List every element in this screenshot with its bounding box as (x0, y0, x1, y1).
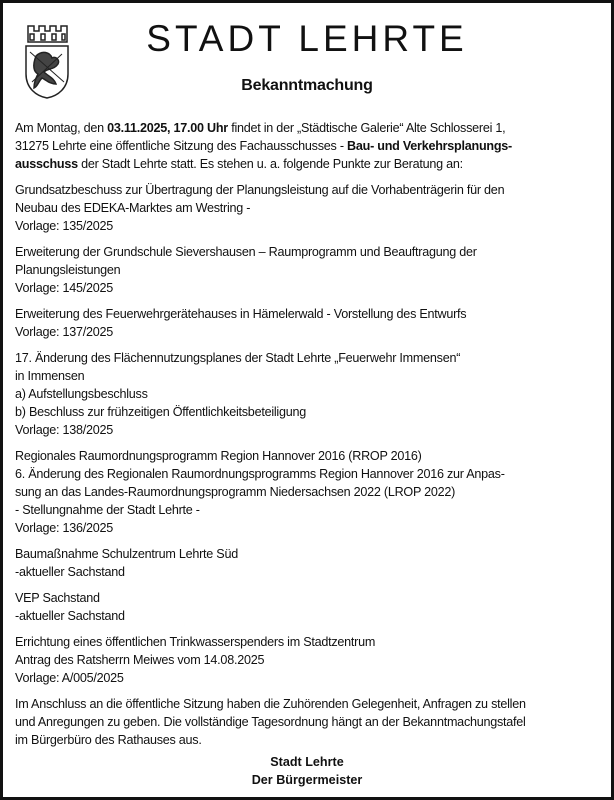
intro-paragraph (15, 119, 607, 173)
text: Vorlage: 145/2025 (15, 281, 113, 295)
agenda-item (15, 181, 607, 235)
text: Errichtung eines öffentlichen Trinkwasserspenders im Stadtzentrum (15, 635, 376, 649)
text-line (15, 119, 607, 137)
agenda-item (15, 589, 607, 625)
text-line (15, 385, 607, 403)
bold-text: 03.11.2025, 17.00 Uhr (107, 121, 228, 135)
text-line (15, 403, 607, 421)
text: Planungsleistungen (15, 263, 121, 277)
agenda-item (15, 545, 607, 581)
bold-text: ausschuss (15, 157, 78, 171)
text: findet in der „Städtische Galerie“ Alte Schlosserei 1, (227, 121, 506, 135)
agenda-item (15, 305, 607, 341)
text: Baumaßnahme Schulzentrum Lehrte Süd (15, 547, 238, 561)
text-line (15, 563, 607, 581)
text-line (15, 519, 607, 537)
text-line (15, 217, 607, 235)
agenda-item (15, 633, 607, 687)
notice-body (15, 119, 607, 757)
agenda-item (15, 447, 607, 537)
text-line (15, 137, 607, 155)
text-line (15, 545, 607, 563)
text: Am Montag, den (15, 121, 108, 135)
text: in Immensen (15, 369, 85, 383)
text-line (15, 421, 607, 439)
text-line (15, 199, 607, 217)
text-line (15, 731, 607, 749)
text-line (15, 279, 607, 297)
text-line (15, 713, 607, 731)
text: Vorlage: 138/2025 (15, 423, 113, 437)
text: -aktueller Sachstand (15, 609, 125, 623)
text: Erweiterung der Grundschule Sievershausen – Raumprogramm und Beauftragung der (15, 245, 477, 259)
text-line (15, 305, 607, 323)
text: Vorlage: 135/2025 (15, 219, 113, 233)
text: 17. Änderung des Flächennutzungsplanes der Stadt Lehrte „Feuerwehr Immensen“ (15, 351, 461, 365)
text: im Bürgerbüro des Rathauses aus. (15, 733, 202, 747)
signature (0, 753, 614, 789)
text-line (15, 323, 607, 341)
text-line (15, 501, 607, 519)
text: - Stellungnahme der Stadt Lehrte - (15, 503, 200, 517)
text-line (15, 465, 607, 483)
text: Erweiterung des Feuerwehrgerätehauses in Hämelerwald - Vorstellung des Entwurfs (15, 307, 467, 321)
notice-heading: Bekanntmachung (241, 77, 373, 94)
text: 31275 Lehrte eine öffentliche Sitzung des Fachausschusses - (15, 139, 348, 153)
text-line (15, 607, 607, 625)
text-line (15, 349, 607, 367)
text-line (15, 155, 607, 173)
text: a) Aufstellungsbeschluss (15, 387, 148, 401)
signature-city: Stadt Lehrte (270, 755, 344, 769)
text: Grundsatzbeschuss zur Übertragung der Planungsleistung auf die Vorhabenträgerin für den (15, 183, 505, 197)
text: Vorlage: 136/2025 (15, 521, 113, 535)
text: Im Anschluss an die öffentliche Sitzung haben die Zuhörenden Gelegenheit, Anfragen zu stellen (15, 697, 526, 711)
text: der Stadt Lehrte statt. Es stehen u. a. folgende Punkte zur Beratung an: (77, 157, 463, 171)
text-line (15, 181, 607, 199)
bold-text: Bau- und Verkehrsplanungs- (347, 139, 512, 153)
text-line (15, 633, 607, 651)
text: und Anregungen zu geben. Die vollständige Tagesordnung hängt an der Bekanntmachungstafel (15, 715, 526, 729)
text: Antrag des Ratsherrn Meiwes vom 14.08.2025 (15, 653, 265, 667)
text-line (15, 651, 607, 669)
text: -aktueller Sachstand (15, 565, 125, 579)
text-line (15, 447, 607, 465)
text-line (15, 669, 607, 687)
text-line (15, 695, 607, 713)
text-line (15, 243, 607, 261)
closing-paragraph (15, 695, 607, 749)
text: 6. Änderung des Regionalen Raumordnungsprogramms Region Hannover 2016 zur Anpas- (15, 467, 505, 481)
page-title: STADT LEHRTE (146, 18, 468, 59)
text-line (15, 261, 607, 279)
text-line (15, 483, 607, 501)
agenda-item (15, 349, 607, 439)
text: VEP Sachstand (15, 591, 100, 605)
text: Vorlage: 137/2025 (15, 325, 113, 339)
text: Regionales Raumordnungsprogramm Region Hannover 2016 (RROP 2016) (15, 449, 422, 463)
text: b) Beschluss zur frühzeitigen Öffentlichkeitsbeteiligung (15, 405, 306, 419)
agenda-item (15, 243, 607, 297)
text: Neubau des EDEKA-Marktes am Westring - (15, 201, 251, 215)
text: sung an das Landes-Raumordnungsprogramm Niedersachsen 2022 (LROP 2022) (15, 485, 456, 499)
text-line (15, 367, 607, 385)
text-line (15, 589, 607, 607)
signature-mayor: Der Bürgermeister (251, 773, 363, 787)
text: Vorlage: A/005/2025 (15, 671, 124, 685)
